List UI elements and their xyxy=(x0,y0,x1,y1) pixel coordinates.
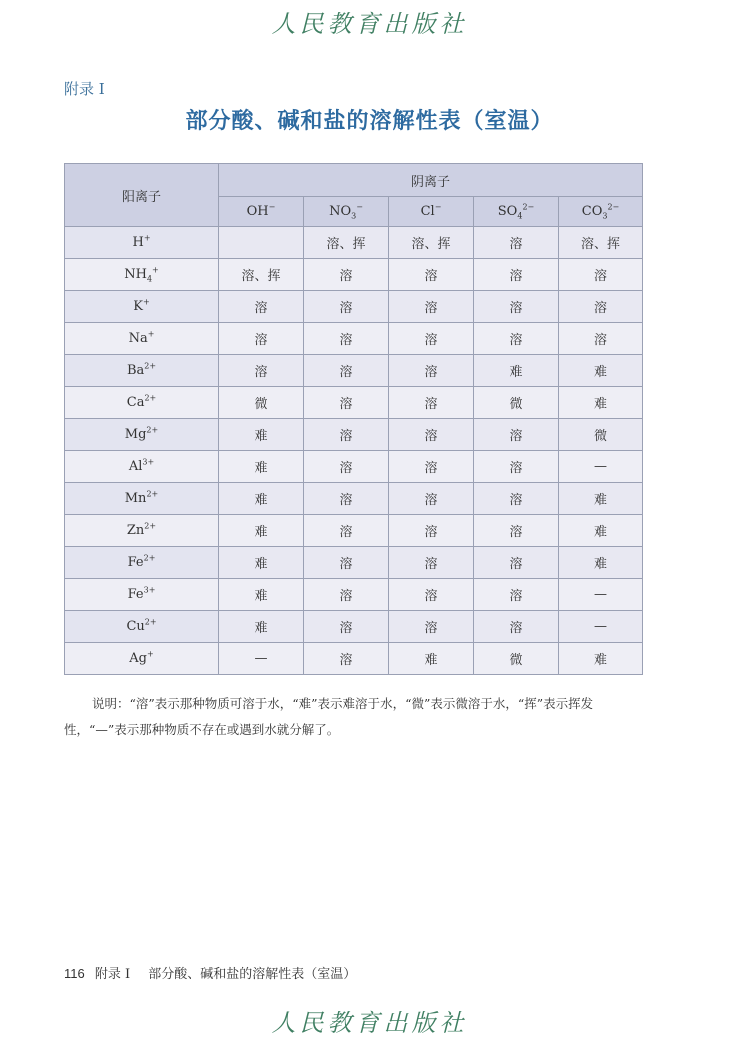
table-row xyxy=(65,547,643,579)
solubility-cell: 微 xyxy=(474,387,559,419)
anion-symbol: CO xyxy=(581,204,603,219)
solubility-cell: 溶、挥 xyxy=(389,227,474,259)
solubility-cell: 难 xyxy=(219,611,304,643)
solubility-cell: 溶 xyxy=(304,547,389,579)
solubility-cell: 溶 xyxy=(389,483,474,515)
cation-symbol: Cu xyxy=(126,619,145,634)
solubility-cell: 难 xyxy=(559,483,643,515)
cation-cell xyxy=(65,227,219,259)
solubility-cell: 难 xyxy=(219,547,304,579)
solubility-cell: 溶 xyxy=(474,611,559,643)
cation-charge: + xyxy=(143,233,151,243)
publisher-watermark-bottom: 人民教育出版社 xyxy=(271,1009,468,1037)
solubility-cell: 微 xyxy=(559,419,643,451)
page-title: 部分酸、碱和盐的溶解性表（室温） xyxy=(185,108,554,134)
solubility-cell: 溶 xyxy=(389,419,474,451)
anion-symbol: OH xyxy=(246,204,269,219)
cation-charge: 2+ xyxy=(146,489,159,499)
solubility-cell: 难 xyxy=(389,643,474,675)
anion-charge: − xyxy=(356,202,363,212)
solubility-cell: 溶 xyxy=(559,291,643,323)
table-row xyxy=(65,579,643,611)
cation-charge: 2+ xyxy=(144,521,157,531)
table-body xyxy=(65,227,643,675)
solubility-cell: 难 xyxy=(219,483,304,515)
solubility-cell: 溶 xyxy=(304,579,389,611)
solubility-cell: 溶 xyxy=(474,483,559,515)
solubility-cell xyxy=(219,227,304,259)
cation-charge: + xyxy=(147,329,155,339)
solubility-cell: 难 xyxy=(559,515,643,547)
anion-subscript: 4 xyxy=(517,211,523,221)
solubility-cell: 溶 xyxy=(304,643,389,675)
cation-cell xyxy=(65,291,219,323)
anion-header: 阴离子 xyxy=(219,164,643,197)
cation-symbol: NH xyxy=(124,267,147,282)
footer-appendix-label: 附录 I xyxy=(94,967,131,982)
footer-title: 部分酸、碱和盐的溶解性表（室温） xyxy=(148,967,357,982)
solubility-cell: 溶 xyxy=(474,227,559,259)
solubility-cell: 难 xyxy=(559,387,643,419)
solubility-cell: 溶 xyxy=(474,291,559,323)
cation-symbol: Ca xyxy=(126,395,145,410)
cation-symbol: Al xyxy=(128,459,143,474)
solubility-cell: 溶 xyxy=(474,419,559,451)
cation-symbol: H xyxy=(132,235,144,250)
anion-charge: − xyxy=(434,202,442,212)
solubility-cell: 难 xyxy=(219,515,304,547)
solubility-cell: 微 xyxy=(474,643,559,675)
solubility-cell: 溶 xyxy=(389,259,474,291)
cation-cell xyxy=(65,323,219,355)
solubility-cell: — xyxy=(219,643,304,675)
solubility-cell: 溶 xyxy=(559,323,643,355)
cation-symbol: Ag xyxy=(129,651,147,666)
anion-symbol: NO xyxy=(329,204,352,219)
cation-cell xyxy=(65,355,219,387)
table-row xyxy=(65,355,643,387)
solubility-cell: 溶 xyxy=(304,515,389,547)
solubility-cell: 溶 xyxy=(474,547,559,579)
solubility-cell: 溶 xyxy=(389,291,474,323)
solubility-cell: 难 xyxy=(474,355,559,387)
solubility-cell: 溶 xyxy=(389,547,474,579)
cation-charge: 2+ xyxy=(144,617,157,627)
anion-symbol: Cl xyxy=(420,204,435,219)
solubility-cell: 难 xyxy=(559,355,643,387)
table-row xyxy=(65,643,643,675)
solubility-cell: 溶 xyxy=(304,355,389,387)
solubility-cell: 溶 xyxy=(304,419,389,451)
solubility-cell: 溶 xyxy=(304,611,389,643)
table-row xyxy=(65,323,643,355)
solubility-cell: 溶 xyxy=(389,387,474,419)
cation-cell xyxy=(65,483,219,515)
cation-cell xyxy=(65,419,219,451)
cation-charge: + xyxy=(147,649,154,659)
solubility-cell: 溶 xyxy=(389,611,474,643)
cation-cell xyxy=(65,387,219,419)
cation-symbol: Fe xyxy=(127,555,144,570)
solubility-cell: 溶 xyxy=(474,515,559,547)
solubility-cell: 溶 xyxy=(219,355,304,387)
solubility-cell: 溶、挥 xyxy=(219,259,304,291)
cation-cell xyxy=(65,611,219,643)
cation-symbol: Na xyxy=(128,331,148,346)
solubility-cell: 难 xyxy=(559,547,643,579)
solubility-cell: 溶 xyxy=(304,259,389,291)
cation-charge: + xyxy=(143,297,150,307)
cation-symbol: Fe xyxy=(127,587,144,602)
anion-column-header xyxy=(389,197,474,227)
cation-charge: 3+ xyxy=(143,585,156,595)
cation-cell xyxy=(65,451,219,483)
solubility-cell: 溶、挥 xyxy=(304,227,389,259)
anion-column-header xyxy=(474,197,559,227)
anion-charge: 2− xyxy=(607,202,620,212)
solubility-cell: 溶 xyxy=(219,291,304,323)
table-row xyxy=(65,227,643,259)
table-row xyxy=(65,451,643,483)
solubility-cell: 溶 xyxy=(474,259,559,291)
table-row xyxy=(65,291,643,323)
appendix-label: 附录 I xyxy=(64,80,105,98)
solubility-cell: 溶 xyxy=(389,323,474,355)
solubility-cell: 溶 xyxy=(474,451,559,483)
solubility-cell: 难 xyxy=(219,579,304,611)
anion-column-header xyxy=(304,197,389,227)
solubility-cell: 难 xyxy=(219,451,304,483)
solubility-cell: 溶 xyxy=(304,483,389,515)
table-row xyxy=(65,387,643,419)
solubility-cell: 溶 xyxy=(474,579,559,611)
cation-charge: 2+ xyxy=(146,425,159,435)
solubility-cell: 溶 xyxy=(304,451,389,483)
cation-charge: 2+ xyxy=(143,553,156,563)
publisher-watermark-top: 人民教育出版社 xyxy=(271,10,468,38)
table-row xyxy=(65,419,643,451)
page-footer xyxy=(64,963,356,982)
anion-subscript: 3 xyxy=(351,211,357,221)
cation-symbol: Ba xyxy=(126,363,145,378)
cation-subscript: 4 xyxy=(146,274,153,284)
solubility-cell: 溶 xyxy=(389,579,474,611)
cation-cell xyxy=(65,643,219,675)
anion-symbol: SO xyxy=(497,204,518,219)
anion-column-header xyxy=(219,197,304,227)
cation-charge: 3+ xyxy=(142,457,155,467)
solubility-cell: — xyxy=(559,579,643,611)
solubility-cell: 溶 xyxy=(304,291,389,323)
solubility-cell: 难 xyxy=(219,419,304,451)
cation-symbol: Mg xyxy=(124,427,147,442)
table-note: 说明：“溶”表示那种物质可溶于水，“难”表示难溶于水，“微”表示微溶于水，“挥”表示挥发性，“—”表示那种物质不存在或遇到水就分解了。 xyxy=(64,696,594,737)
solubility-cell: — xyxy=(559,451,643,483)
solubility-cell: 溶 xyxy=(389,451,474,483)
cation-charge: + xyxy=(152,265,159,275)
solubility-table xyxy=(64,163,643,675)
solubility-cell: 溶 xyxy=(559,259,643,291)
anion-subscript: 3 xyxy=(602,211,608,221)
cation-cell xyxy=(65,515,219,547)
cation-symbol: Zn xyxy=(126,523,145,538)
table-row xyxy=(65,515,643,547)
cation-charge: 2+ xyxy=(144,393,157,403)
anion-charge: − xyxy=(268,202,276,212)
solubility-cell: 溶 xyxy=(304,323,389,355)
table-row xyxy=(65,259,643,291)
anion-column-header xyxy=(559,197,643,227)
cation-header: 阳离子 xyxy=(65,164,219,227)
solubility-cell: 微 xyxy=(219,387,304,419)
solubility-cell: 难 xyxy=(559,643,643,675)
cation-cell xyxy=(65,579,219,611)
solubility-cell: 溶 xyxy=(474,323,559,355)
solubility-cell: 溶 xyxy=(389,355,474,387)
cation-cell xyxy=(65,547,219,579)
anion-charge: 2− xyxy=(522,202,535,212)
table-row xyxy=(65,483,643,515)
solubility-cell: 溶 xyxy=(304,387,389,419)
solubility-cell: 溶、挥 xyxy=(559,227,643,259)
page-number: 116 xyxy=(64,966,85,981)
solubility-cell: — xyxy=(559,611,643,643)
cation-cell xyxy=(65,259,219,291)
cation-charge: 2+ xyxy=(144,361,157,371)
table-row xyxy=(65,611,643,643)
cation-symbol: Mn xyxy=(124,491,147,506)
solubility-cell: 溶 xyxy=(389,515,474,547)
solubility-cell: 溶 xyxy=(219,323,304,355)
cation-symbol: K xyxy=(133,299,143,314)
